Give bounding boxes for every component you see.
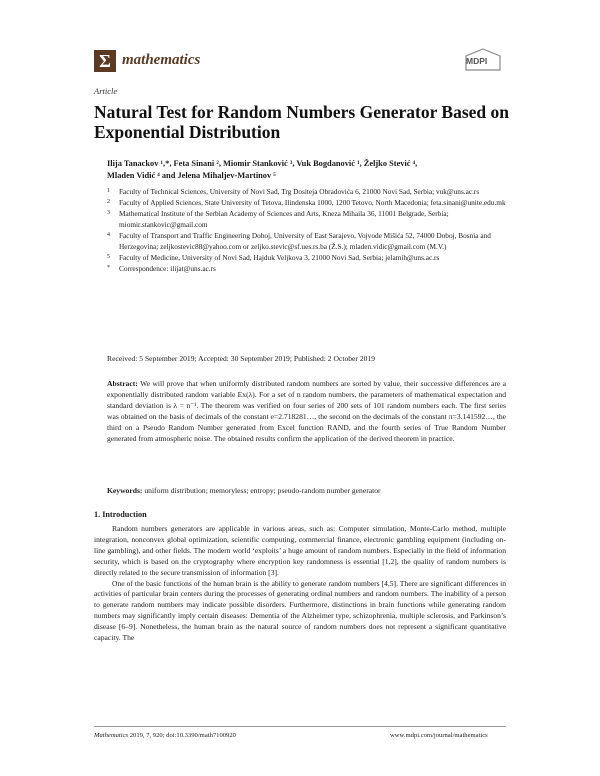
paragraph: One of the basic functions of the human brain is the ability to generate random numbers [4,5]. There are significant differences in activities of particular brain centers during the processes of generating ordinal numbers and random numbers. The inability of a person to generate random numbers may indicate possible disorders. Furthermore, distinctions in brain functions while generating random numbers may significantly imply certain diseases: Dementia of the Alzheimer type, schizophrenia, multiple sclerosis, and Parkinson’s disease [6–9]. Nonetheless, the human brain as the natural source of random numbers does not represent a significant quantitative capacity. The [94,578,506,643]
affiliation-1 [107,186,507,197]
affiliation-number: * [107,265,110,271]
affiliation-text: Faculty of Medicine, University of Novi Sad, Hajduk Veljkova 3, 21000 Novi Sad, Serbia; jelamih@uns.ac.rs [119,253,440,262]
footer-citation-text: 2019, 7, 920; doi:10.3390/math7100920 [129,732,236,739]
affiliation-5 [107,252,507,263]
footer-journal: Mathematics [94,732,129,739]
affiliation-number: 1 [107,188,110,194]
correspondence [107,263,507,274]
keywords-text: uniform distribution; memoryless; entropy; pseudo-random number generator [144,486,381,495]
correspondence-text: Correspondence: ilijat@uns.ac.rs [119,264,216,273]
affiliation-number: 4 [107,232,110,238]
author-list [107,158,507,182]
affiliation-number: 3 [107,210,110,216]
affiliation-text: Mathematical Institute of the Serbian Academy of Sciences and Arts, Kneza Mihaila 36, 11001 Belgrade, Serbia; miomir.stankovic@gmail.com [119,209,449,229]
publisher-logo-text: MDPI [466,56,488,66]
abstract-text: We will prove that when uniformly distributed random numbers are sorted by value, their successive differences are a exponentially distributed random variable Ex(λ). For a set of n random numbers, the parameters of mathematical expectation and standard deviation is λ = n⁻¹. The theorem was verified on four series of 200 sets of 101 random numbers each. The first series was obtained on the basis of decimals of the constant e=2.718281…, the second on the decimals of the constant π=3.141592…, the third on a Pseudo Random Number generated from Excel function RAND, and the fourth series of True Random Number generated from atmospheric noise. The obtained results confirm the application of the derived theorem in practice. [107,379,506,443]
section-heading: 1. Introduction [94,510,147,519]
affiliation-text: Faculty of Transport and Traffic Engineering Doboj, University of East Sarajevo, Vojvode Mišića 52, 74000 Doboj, Bosnia and Herzegovina; zeljkostevic88@yahoo.com or zeljko.stevic@sf.ues.rs.ba (Ž.S.); mladen.vidic@gmail.com (M.V.) [119,231,491,251]
affiliation-number: 5 [107,254,110,260]
footer-citation [94,732,236,739]
journal-name: mathematics [122,52,201,68]
footer-divider [94,726,506,727]
footer-url[interactable]: www.mdpi.com/journal/mathematics [390,732,488,739]
author-line-1: Ilija Tanackov ¹,*, Feta Sinani ², Miomir Stanković ³, Vuk Bogdanović ¹, Željko Stević ⁴, [107,159,418,168]
affiliation-text: Faculty of Applied Sciences, State University of Tetova, Ilindenska 1000, 1200 Tetovo, North Macedonia; feta.sinani@unite.edu.mk [119,198,506,207]
affiliation-number: 2 [107,199,110,205]
paper-title: Natural Test for Random Numbers Generator Based on Exponential Distribution [94,102,509,142]
affiliation-text: Faculty of Technical Sciences, University of Novi Sad, Trg Dositeja Obradovića 6, 21000 Novi Sad, Serbia; vuk@uns.ac.rs [119,187,480,196]
abstract [107,379,506,444]
keywords [107,486,506,495]
affiliations [107,186,507,274]
article-type: Article [94,86,118,96]
affiliation-2 [107,197,507,208]
affiliation-3 [107,208,507,230]
abstract-label: Abstract: [107,379,138,388]
journal-logo-icon: Σ [94,50,116,72]
affiliation-4 [107,230,507,252]
paragraph: Random numbers generators are applicable in various areas, such as: Computer simulation, Monte-Carlo method, multiple integration, nonconvex global optimization, scientific computing, commercial finance, electronic gambling equipment (including on-line gambling), and other fields. The modern world ‘exploits’ a huge amount of random numbers. Especially in the field of information security, which is based on the cryptography where encryption key randomness is essential [1,2], the quality of random numbers is directly related to the secure transmission of information [3]. [94,524,506,577]
keywords-label: Keywords: [107,486,143,495]
publication-dates: Received: 5 September 2019; Accepted: 30 September 2019; Published: 2 October 2019 [107,354,376,363]
author-line-2: Mladen Vidić ⁴ and Jelena Mihaljev-Martinov ⁵ [107,171,276,180]
body-text [94,524,506,644]
